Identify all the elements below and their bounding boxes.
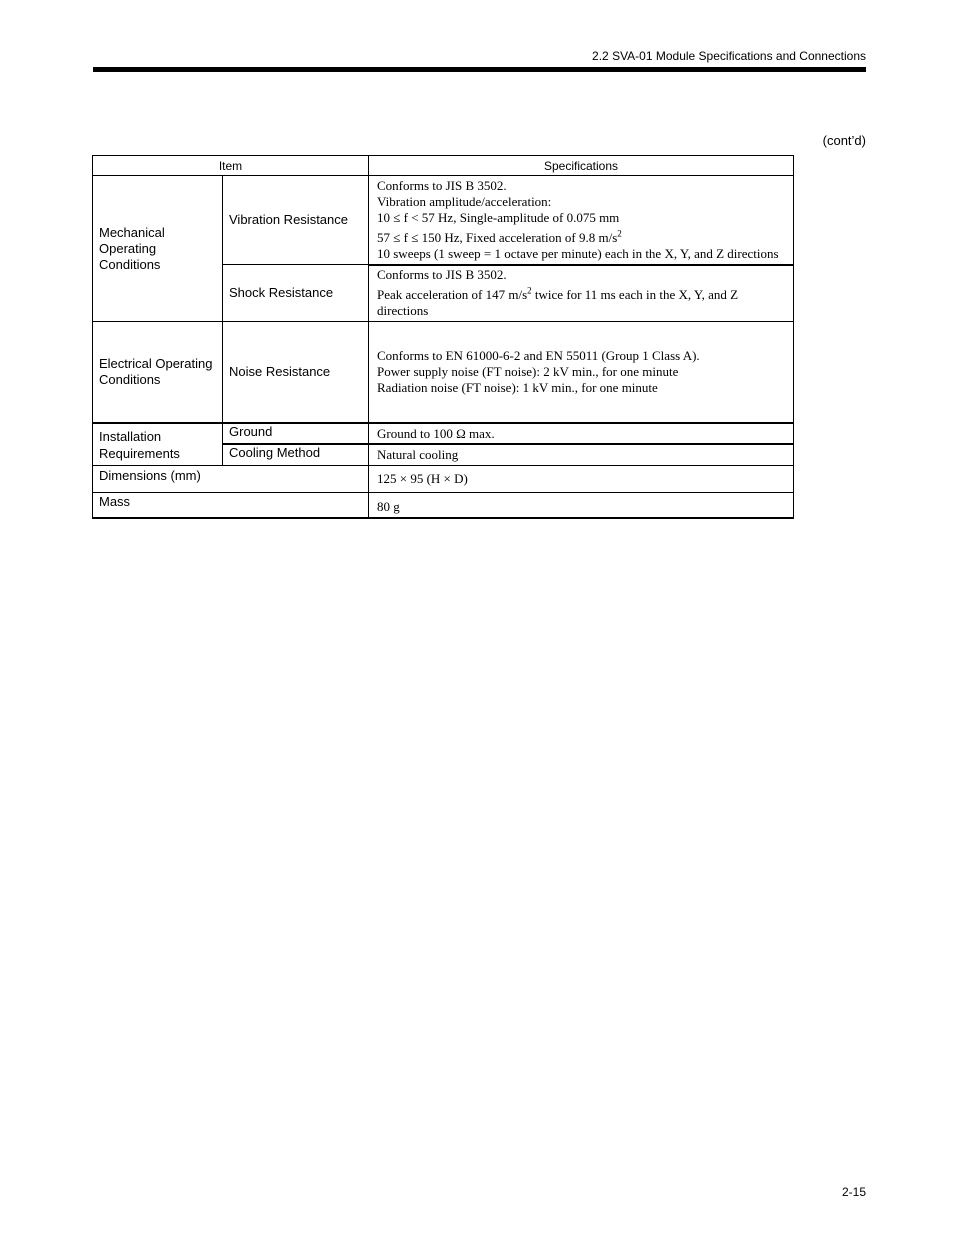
column-header-item: Item	[92, 155, 369, 176]
spec-cooling-method: Natural cooling	[368, 443, 794, 466]
vibration-line-2: Vibration amplitude/acceleration:	[377, 194, 552, 209]
spec-mass: 80 g	[368, 492, 794, 519]
shock-line-2: Peak acceleration of 147 $m/s^2$ twice for 11 ms each in the X, Y, and Z	[377, 285, 739, 302]
electrical-label: Electrical Operating Conditions	[99, 356, 213, 387]
continued-label: (cont’d)	[822, 133, 866, 148]
running-header: 2.2 SVA-01 Module Specifications and Connections	[592, 49, 866, 63]
item-noise-resistance: Noise Resistance	[222, 321, 369, 423]
noise-line-2: Power supply noise (FT noise): 2 kV min., for one minute	[377, 364, 679, 379]
mechanical-label: Mechanical Operating Conditions	[99, 224, 165, 272]
item-vibration-resistance: Vibration Resistance	[222, 175, 369, 265]
item-ground: Ground	[222, 422, 369, 445]
vibration-line-1: Conforms to JIS B 3502.	[377, 178, 507, 193]
item-cooling-method: Cooling Method	[222, 443, 369, 466]
vibration-line-4: 57 ≤ f ≤ 150 Hz, Fixed acceleration of 9.8 $m/s^2$	[377, 228, 622, 245]
item-mass: Mass	[92, 492, 369, 519]
noise-line-3: Radiation noise (FT noise): 1 kV min., for one minute	[377, 380, 658, 395]
installation-label: Installation Requirements	[99, 428, 180, 461]
shock-line-1: Conforms to JIS B 3502.	[377, 267, 507, 282]
spec-vibration-resistance	[368, 175, 794, 265]
spec-shock-resistance	[368, 264, 794, 322]
group-electrical-operating-conditions	[92, 321, 223, 423]
page-number: 2-15	[841, 1185, 866, 1199]
shock-line-3: directions	[377, 303, 429, 318]
spec-dimensions: 125 × 95 (H × D)	[368, 465, 794, 493]
group-mechanical-operating-conditions	[92, 175, 223, 322]
vibration-line-5: 10 sweeps (1 sweep = 1 octave per minute) each in the X, Y, and Z directions	[377, 246, 779, 261]
spec-noise-resistance	[368, 321, 794, 423]
spec-ground: Ground to 100 Ω max.	[368, 422, 794, 445]
vibration-line-3: 10 ≤ f < 57 Hz, Single-amplitude of 0.075 mm	[377, 210, 620, 225]
group-installation-requirements	[92, 422, 223, 466]
header-rule	[93, 67, 866, 72]
column-header-specifications: Specifications	[368, 155, 794, 176]
item-shock-resistance: Shock Resistance	[222, 264, 369, 322]
noise-line-1: Conforms to EN 61000-6-2 and EN 55011 (Group 1 Class A).	[377, 348, 700, 363]
item-dimensions: Dimensions (mm)	[92, 465, 369, 493]
